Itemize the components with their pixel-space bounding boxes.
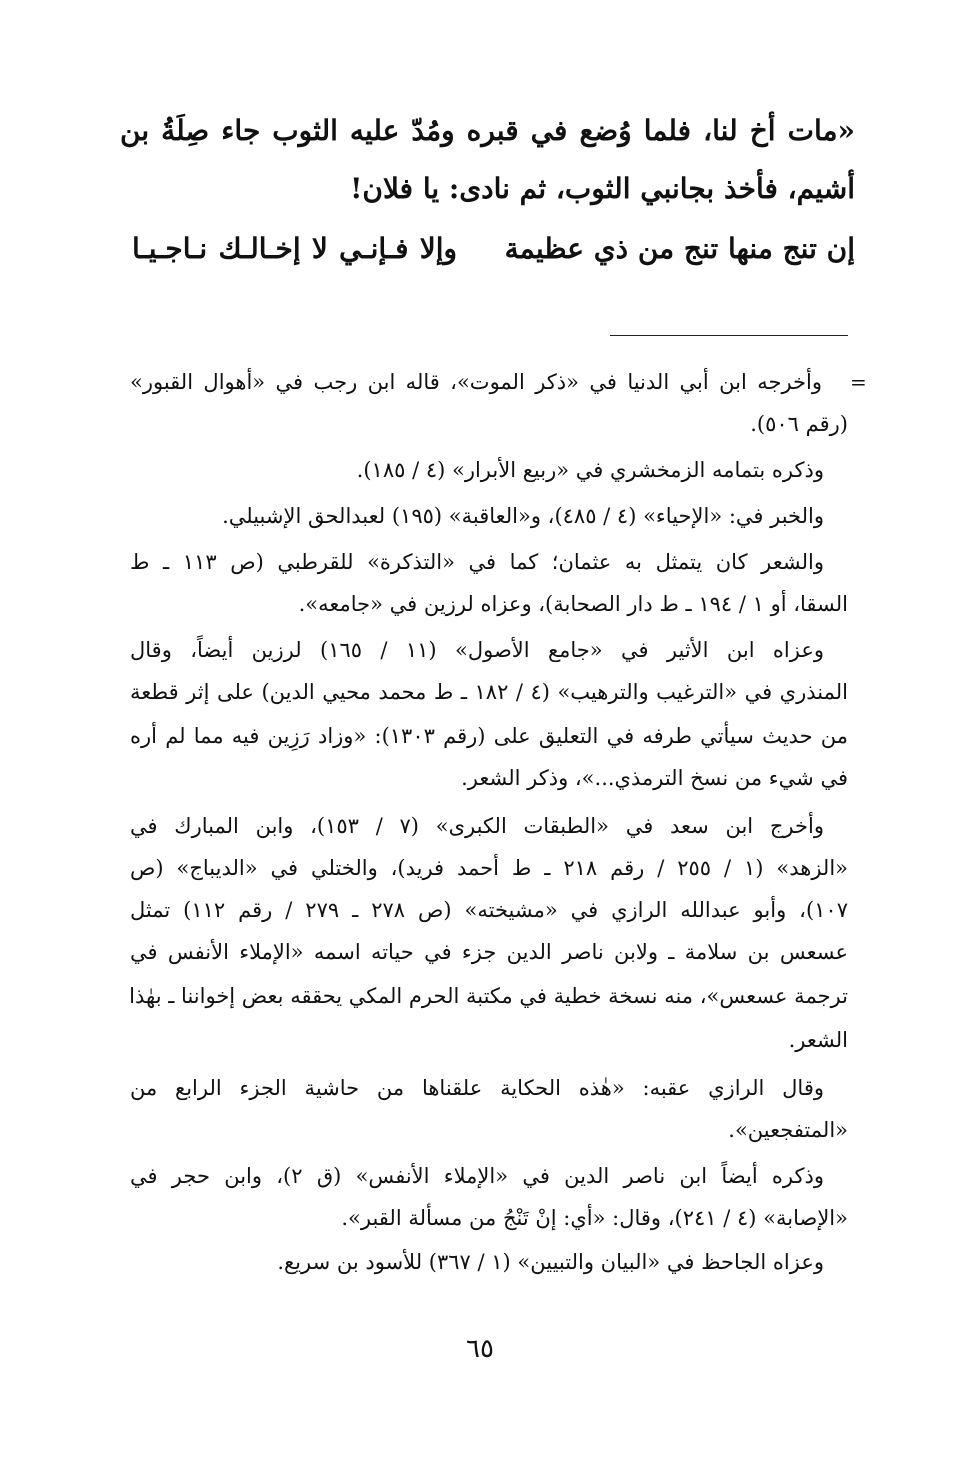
footnote-line-12: «الزهد» (١ / ٢٥٥ / رقم ٢١٨ ـ ط أحمد فريد)، والختلي في «الديباج» (ص [130,856,848,880]
footnote-line-2: (رقم ٥٠٦). [750,412,848,436]
footnote-line-13: ١٠٧)، وأبو عبدالله الرازي في «مشيخته» (ص ٢٧٨ ـ ٢٧٩ / رقم ١١٢) تمثل [130,898,848,922]
verse-first-hemistich: إن تنج منها تنج من ذي عظيمة [504,232,855,265]
verse-second-hemistich: وإلا فـإنـي لا إخـالـك نـاجـيـا [132,232,457,265]
footnote-line-19: وذكره أيضاً ابن ناصر الدين في «الإملاء الأنفس» (ق ٢)، وابن حجر في [130,1164,825,1188]
footnote-line-21: وعزاه الجاحظ في «البيان والتبيين» (١ / ٣٦٧) للأسود بن سريع. [277,1250,824,1274]
footnote-line-6: السقا، أو ١ / ١٩٤ ـ ط دار الصحابة)، وعزاه لرزين في «جامعه». [298,592,848,616]
footnote-line-3: وذكره بتمامه الزمخشري في «ربيع الأبرار» (٤ / ١٨٥). [356,458,824,482]
footnote-continuation-mark: = [850,370,867,394]
main-text-line-1: «مات أخ لنا، فلما وُضع في قبره ومُدّ عليه الثوب جاء صِلَةُ بن [120,114,855,147]
footnote-line-15: ترجمة عسعس»، منه نسخة خطية في مكتبة الحرم المكي يحققه بعض إخواننا ـ بهٰذا [129,984,848,1008]
poetry-verse [120,220,855,278]
footnote-line-8: المنذري في «الترغيب والترهيب» (٤ / ١٨٢ ـ ط محمد محيي الدين) على إثر قطعة [130,680,848,704]
footnote-line-9: من حديث سيأتي طرفه في التعليق على (رقم ١٣٠٣): «وزاد رَزِين فيه مما لم أره [130,724,849,748]
footnote-line-17: وقال الرازي عقبه: «هٰذه الحكاية علقناها من حاشية الجزء الرابع من [130,1076,824,1100]
page-number: ٦٥ [466,1334,494,1364]
footnote-line-1: وأخرجه ابن أبي الدنيا في «ذكر الموت»، قاله ابن رجب في «أهوال القبور» [130,370,822,394]
footnote-line-5: والشعر كان يتمثل به عثمان؛ كما في «التذكرة» للقرطبي (ص ١١٣ ـ ط [130,550,824,574]
footnote-line-20: «الإصابة» (٤ / ٢٤١)، وقال: «أي: إنْ تَنْجُ من مسألة القبر». [341,1206,848,1230]
footnote-line-7: وعزاه ابن الأثير في «جامع الأصول» (١١ / ١٦٥) لرزين أيضاً، وقال [130,638,824,662]
main-text-line-2: أشيم، فأخذ بجانبي الثوب، ثم نادى: يا فلان! [350,172,855,205]
footnote-line-4: والخبر في: «الإحياء» (٤ / ٤٨٥)، و«العاقبة» (١٩٥) لعبدالحق الإشبيلي. [222,504,824,528]
footnote-line-18: «المتفجعين». [728,1118,848,1142]
footnote-line-11: وأخرج ابن سعد في «الطبقات الكبرى» (٧ / ١٥٣)، وابن المبارك في [130,814,824,838]
footnote-line-10: في شيء من نسخ الترمذي...»، وذكر الشعر. [461,766,848,790]
footnote-separator [610,335,848,336]
footnote-line-16: الشعر. [788,1028,848,1052]
footnote-line-14: عسعس بن سلامة ـ ولابن ناصر الدين جزء في حياته اسمه «الإملاء الأنفس في [130,940,848,964]
